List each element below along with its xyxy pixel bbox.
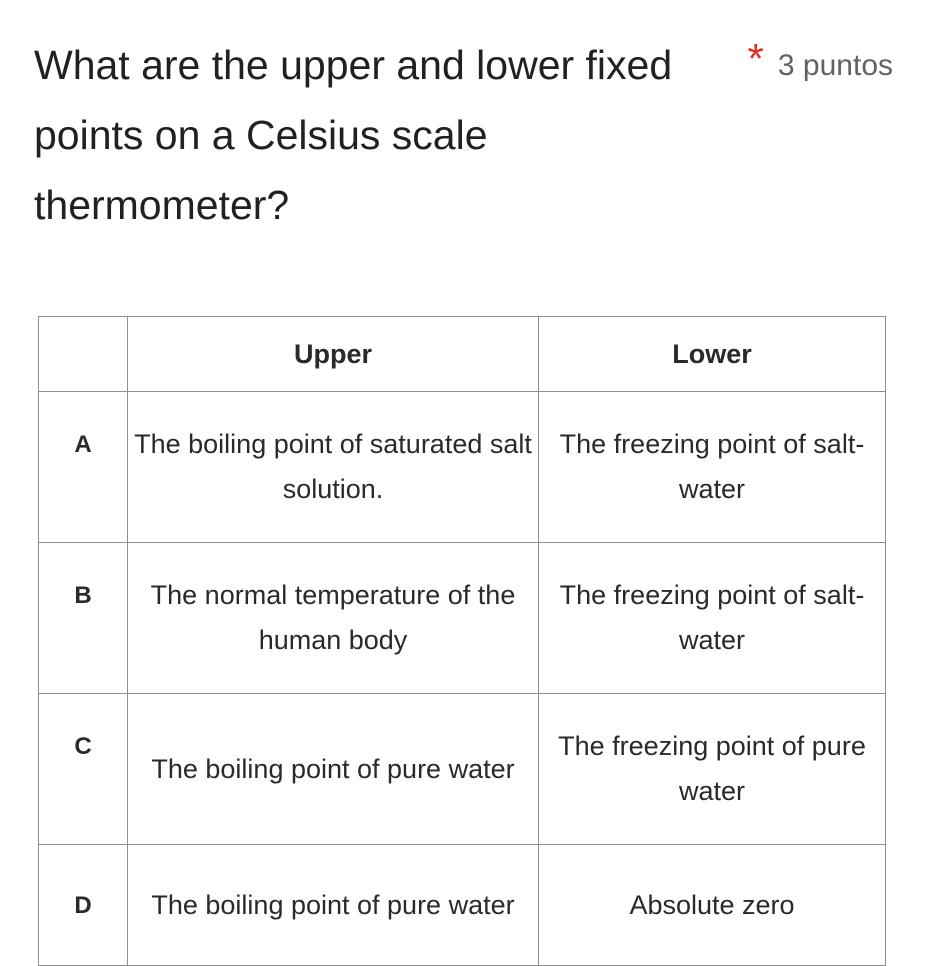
upper-cell: The boiling point of saturated salt solution. bbox=[128, 392, 539, 543]
options-table-container bbox=[38, 316, 886, 966]
required-marker: * bbox=[747, 35, 764, 82]
option-letter: C bbox=[39, 694, 128, 845]
table-row bbox=[39, 543, 886, 694]
lower-cell: The freezing point of salt-water bbox=[539, 392, 886, 543]
lower-cell: The freezing point of salt-water bbox=[539, 543, 886, 694]
upper-cell: The boiling point of pure water bbox=[128, 845, 539, 966]
upper-cell: The boiling point of pure water bbox=[128, 694, 539, 845]
upper-cell: The normal temperature of the human body bbox=[128, 543, 539, 694]
header-option bbox=[39, 317, 128, 392]
lower-cell: Absolute zero bbox=[539, 845, 886, 966]
points-indicator bbox=[747, 35, 893, 86]
option-letter: A bbox=[39, 392, 128, 543]
lower-cell: The freezing point of pure water bbox=[539, 694, 886, 845]
header-lower: Lower bbox=[539, 317, 886, 392]
table-row bbox=[39, 694, 886, 845]
table-row bbox=[39, 845, 886, 966]
options-table bbox=[38, 316, 886, 966]
option-letter: B bbox=[39, 543, 128, 694]
question-title: What are the upper and lower fixed points on a Celsius scale thermometer? bbox=[34, 42, 673, 228]
points-label: 3 puntos bbox=[777, 49, 893, 82]
option-letter: D bbox=[39, 845, 128, 966]
header-upper: Upper bbox=[128, 317, 539, 392]
table-header-row bbox=[39, 317, 886, 392]
table-row bbox=[39, 392, 886, 543]
